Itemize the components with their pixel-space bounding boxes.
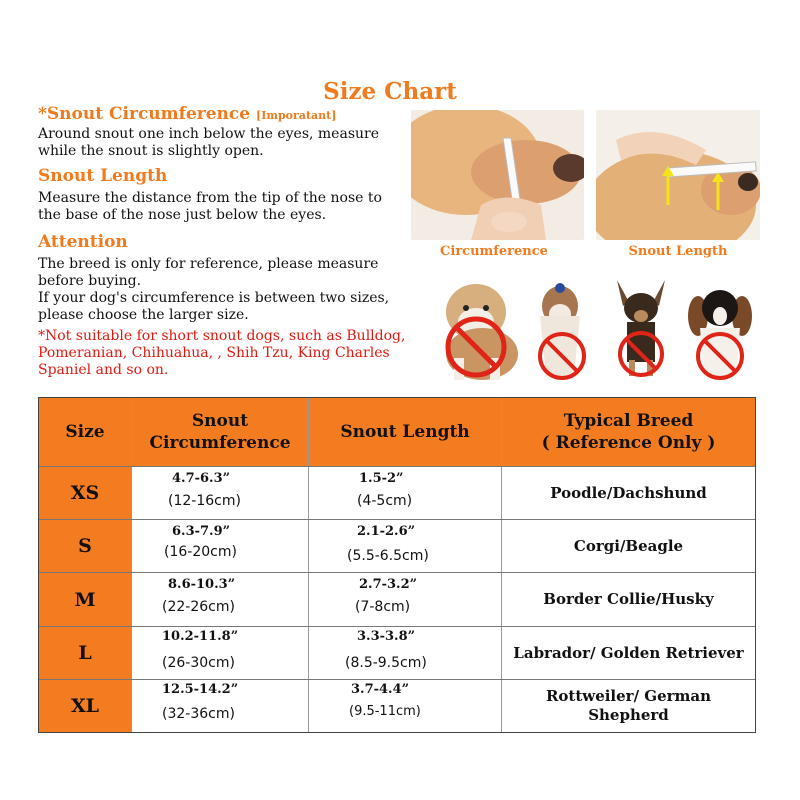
circumference-inches: 8.6-10.3” <box>168 577 236 592</box>
snout-circumference-title: *Snout Circumference <box>38 104 251 124</box>
circumference-photo <box>411 110 584 240</box>
important-note: [Imporatant] <box>256 109 337 122</box>
circumference-inches: 12.5-14.2” <box>162 682 239 697</box>
table-row <box>39 467 755 519</box>
length-inches: 2.1-2.6” <box>357 524 416 539</box>
attention-text-2: before buying. <box>38 273 142 289</box>
attention-heading: Attention <box>38 232 128 252</box>
circumference-cell <box>132 573 309 626</box>
breed-cell <box>502 680 755 732</box>
header-breed-line-2: ( Reference Only ) <box>541 433 716 453</box>
circumference-text-1: Around snout one inch below the eyes, measure <box>38 126 379 142</box>
breed-cell <box>502 573 755 626</box>
circumference-inches: 4.7-6.3” <box>172 471 231 486</box>
snout-length-photo <box>596 110 760 240</box>
size-cell: M <box>39 573 132 626</box>
length-cm: (9.5-11cm) <box>349 704 421 719</box>
warning-line-1: *Not suitable for short snout dogs, such as Bulldog, <box>38 328 406 344</box>
table-row <box>39 680 755 732</box>
circumference-cm: (22-26cm) <box>162 599 235 615</box>
header-size: Size <box>39 398 132 466</box>
attention-text-3: If your dog's circumference is between two sizes, <box>38 290 390 306</box>
breed-cell <box>502 627 755 679</box>
warning-line-3: Spaniel and so on. <box>38 362 169 378</box>
snout-length-cell <box>309 520 502 572</box>
snout-length-heading: Snout Length <box>38 166 168 186</box>
circumference-text-2: while the snout is slightly open. <box>38 143 264 159</box>
snout-length-cell <box>309 573 502 626</box>
circumference-cell <box>132 680 309 732</box>
header-typical-breed <box>502 398 755 466</box>
breed-line-1: Rottweiler/ German <box>545 687 712 705</box>
chihuahua-prohibited-icon <box>605 272 677 384</box>
circumference-cell <box>132 627 309 679</box>
size-cell: XS <box>39 467 132 519</box>
length-inches: 3.3-3.8” <box>357 629 416 644</box>
header-snout-length: Snout Length <box>309 398 502 466</box>
warning-line-2: Pomeranian, Chihuahua, , Shih Tzu, King Charles <box>38 345 390 361</box>
circumference-inches: 10.2-11.8” <box>162 629 239 644</box>
circumference-caption: Circumference <box>440 244 548 259</box>
header-circumference-line-2: Circumference <box>149 433 291 453</box>
instructions <box>38 104 438 379</box>
shih-tzu-prohibited-icon <box>526 276 598 388</box>
table-header-row <box>39 398 755 466</box>
circumference-cm: (16-20cm) <box>164 544 237 560</box>
snout-length-cell <box>309 680 502 732</box>
attention-text-4: please choose the larger size. <box>38 307 249 323</box>
length-cm: (8.5-9.5cm) <box>345 655 427 671</box>
table-row <box>39 573 755 626</box>
king-charles-spaniel-prohibited-icon <box>684 276 756 388</box>
length-text-2: the base of the nose just below the eyes. <box>38 207 327 223</box>
circumference-cm: (12-16cm) <box>168 493 241 509</box>
circumference-cell <box>132 520 309 572</box>
breed-line-1: Labrador/ Golden Retriever <box>513 643 744 662</box>
snout-length-cell <box>309 627 502 679</box>
snout-circumference-heading <box>38 104 438 126</box>
header-breed-line-1: Typical Breed <box>563 411 694 431</box>
snout-length-caption: Snout Length <box>628 244 728 259</box>
size-cell: S <box>39 520 132 572</box>
length-inches: 3.7-4.4” <box>351 682 410 697</box>
length-text-1: Measure the distance from the tip of the nose to <box>38 190 382 206</box>
breed-line-2: Shepherd <box>588 706 669 724</box>
header-circumference-line-1: Snout <box>191 411 249 431</box>
size-cell: L <box>39 627 132 679</box>
bulldog-prohibited-icon <box>432 272 524 388</box>
circumference-inches: 6.3-7.9” <box>172 524 231 539</box>
circumference-cm: (26-30cm) <box>162 655 235 671</box>
circumference-cell <box>132 467 309 519</box>
breed-line-1: Border Collie/Husky <box>543 590 714 608</box>
page-title: Size Chart <box>323 78 457 105</box>
table-row <box>39 520 755 572</box>
attention-text-1: The breed is only for reference, please measure <box>38 256 379 272</box>
snout-length-cell <box>309 467 502 519</box>
breed-cell <box>502 520 755 572</box>
table-row <box>39 627 755 679</box>
length-cm: (7-8cm) <box>355 599 411 615</box>
length-cm: (4-5cm) <box>357 493 413 509</box>
size-cell: XL <box>39 680 132 732</box>
length-cm: (5.5-6.5cm) <box>347 548 429 564</box>
circumference-cm: (32-36cm) <box>162 706 235 722</box>
length-inches: 1.5-2” <box>359 471 404 486</box>
breed-line-1: Poodle/Dachshund <box>550 483 707 502</box>
breed-line-1: Corgi/Beagle <box>573 536 684 555</box>
length-inches: 2.7-3.2” <box>359 577 418 592</box>
size-table <box>38 397 756 733</box>
header-circumference <box>132 398 309 466</box>
breed-cell <box>502 467 755 519</box>
